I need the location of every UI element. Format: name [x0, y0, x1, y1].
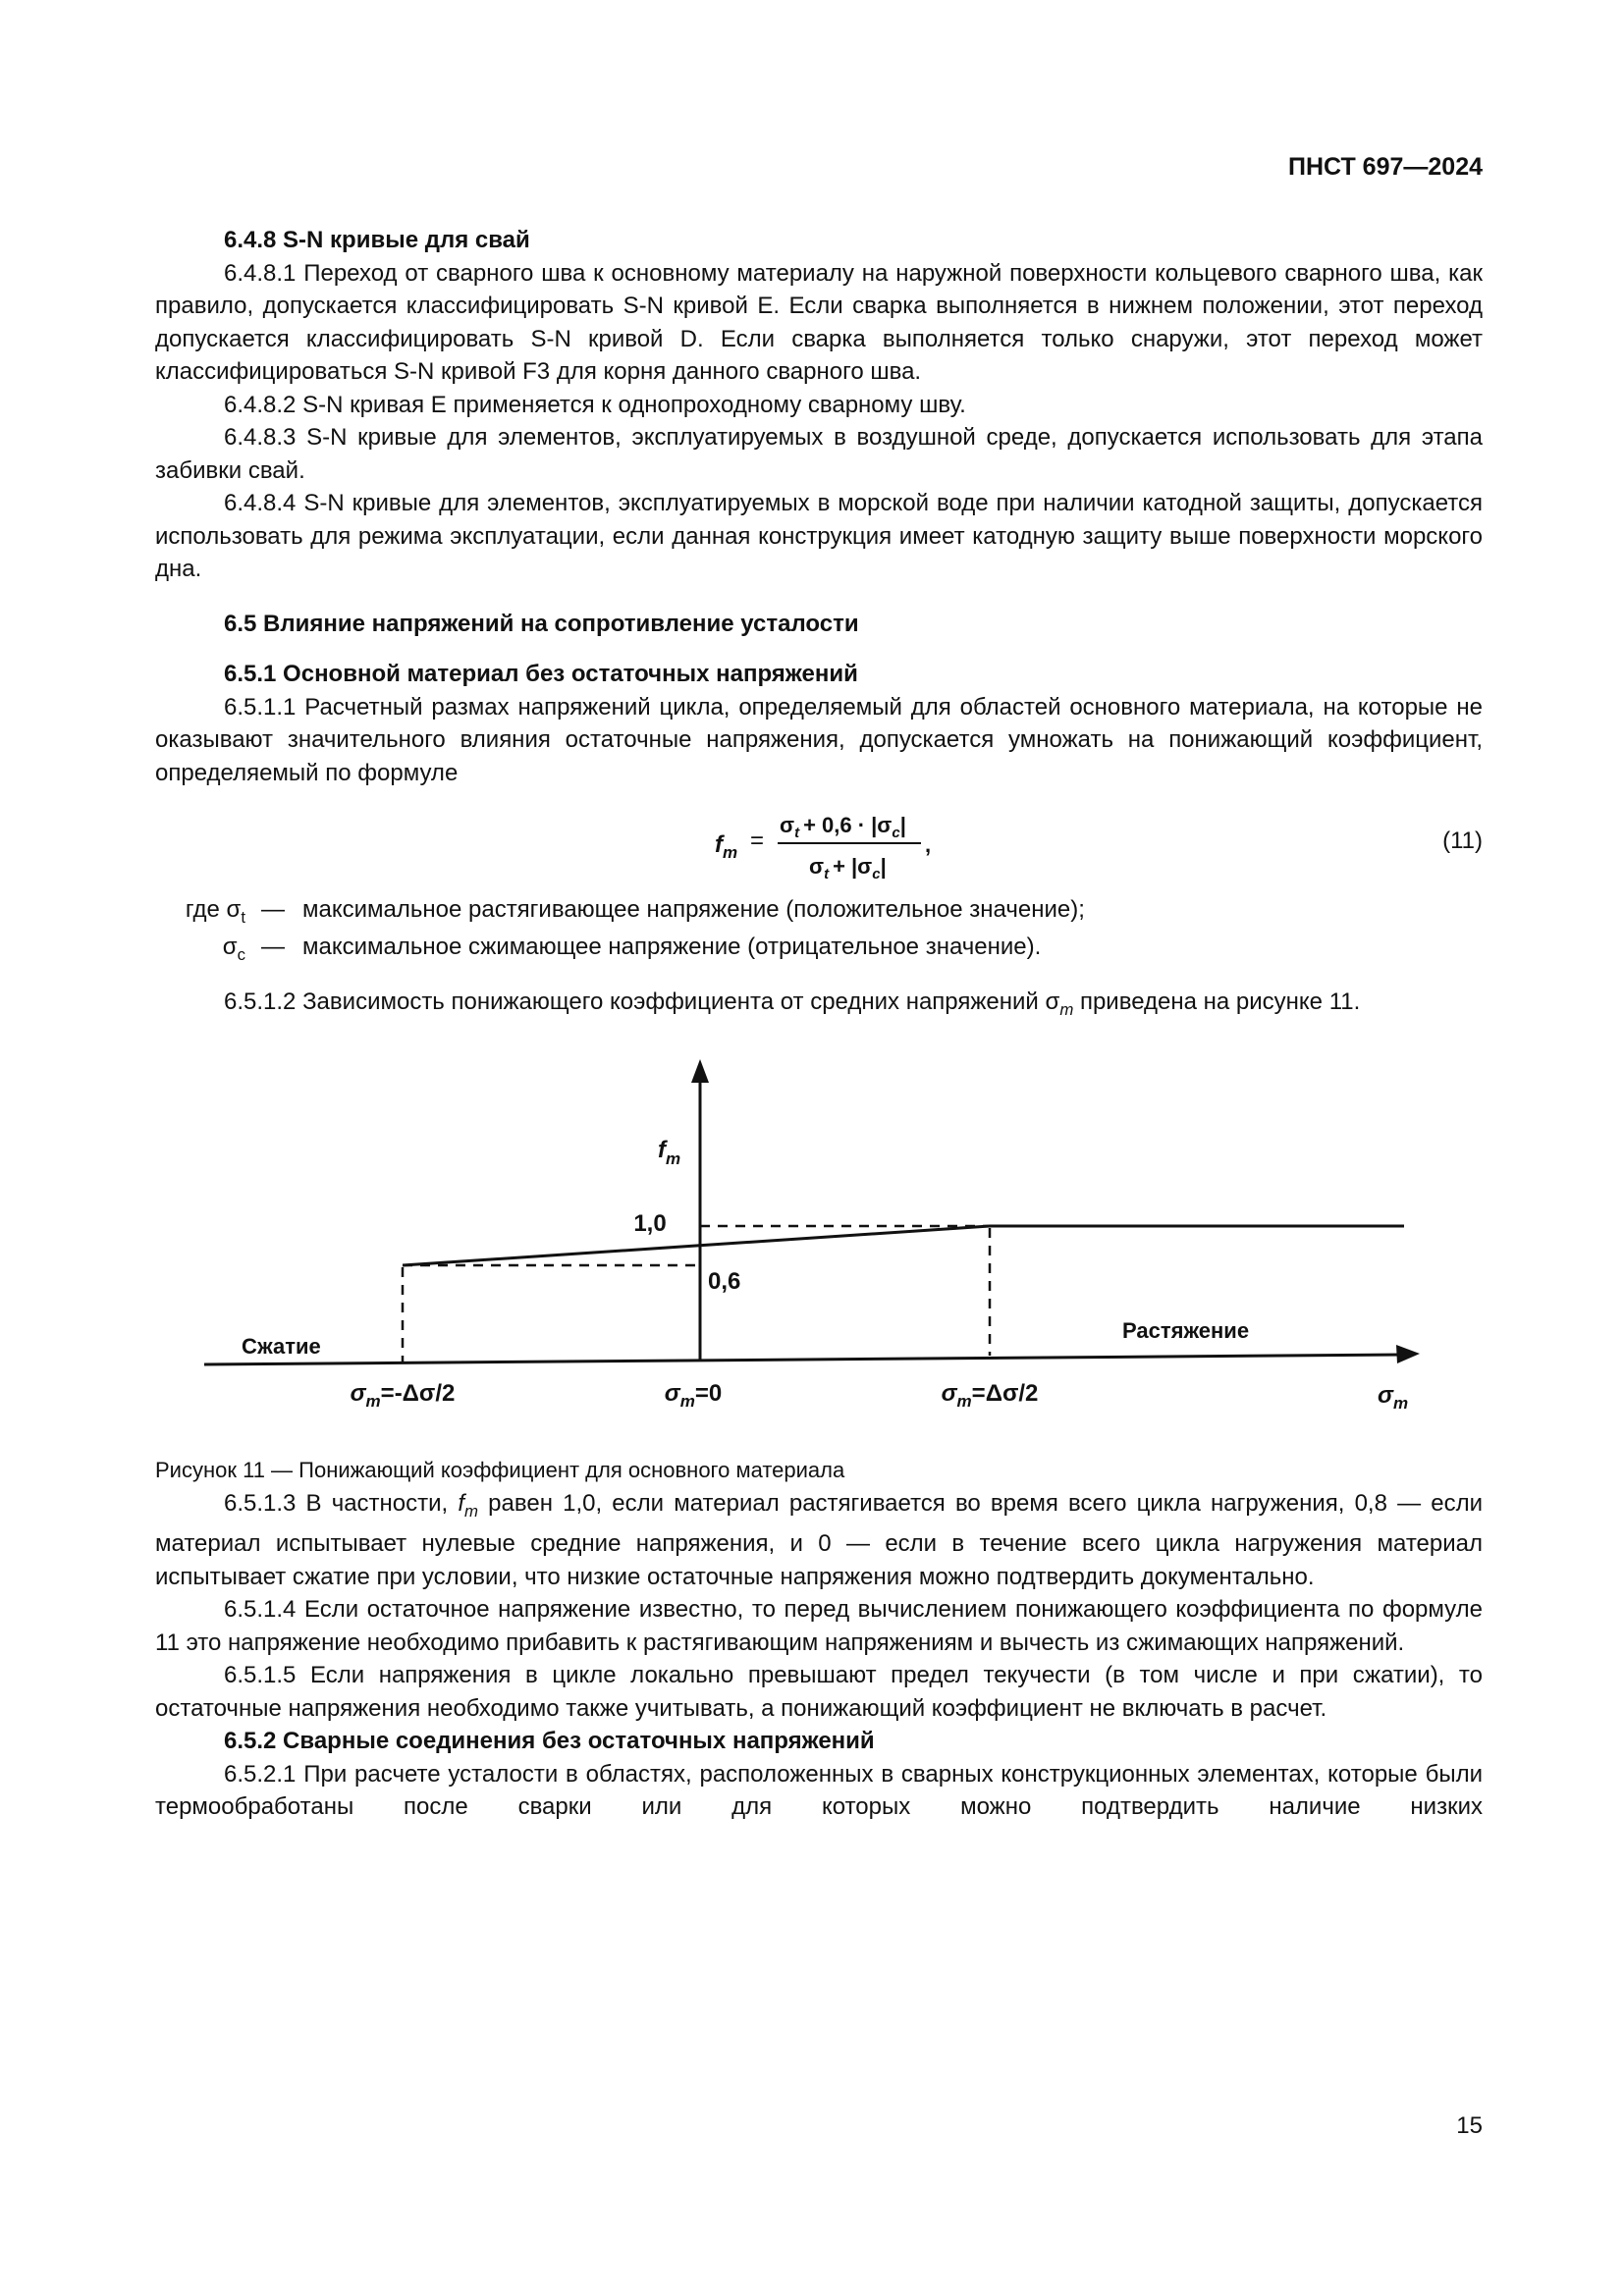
- paragraph-6-5-1-4: 6.5.1.4 Если остаточное напряжение известно, то перед вычислением понижающего коэффициента по формуле 11 это напряжение необходимо прибавить к растягивающим напряжениям и вычесть из сжимающих напряжений.: [155, 1596, 1483, 1656]
- page-content: [155, 224, 1483, 1824]
- legend-item-sigma-t: где $\sigma_t$ — максимальное растягивающее напряжение (положительное значение);: [185, 896, 1085, 927]
- formula-legend: [155, 891, 1483, 968]
- x-mark-zero: $\sigma_m=0$: [664, 1380, 723, 1412]
- x-mark-minus-half-range: $\sigma_m=-\Delta\sigma/2$: [350, 1380, 456, 1412]
- paragraph-6-4-8-1: 6.4.8.1 Переход от сварного шва к основному материалу на наружной поверхности кольцевого сварного шва, как правило, допускается классифицировать S-N кривой E. Если сварка выполняется в нижнем положении, этот переход допускается классифицировать S-N кривой D. Если сварка выполняется только снаружи, этот переход может классифицироваться S-N кривой F3 для корня данного сварного шва.: [155, 259, 1483, 385]
- x-axis: [204, 1355, 1402, 1364]
- formula-fm: [715, 797, 950, 885]
- formula-lhs: $f_m$: [715, 831, 738, 862]
- page-number: 15: [1456, 2112, 1483, 2139]
- paragraph-6-4-8-3: 6.4.8.3 S-N кривые для элементов, эксплуатируемых в воздушной среде, допускается использовать для этапа забивки свай.: [155, 424, 1483, 484]
- formula-denominator: $\sigma_t + |\sigma_c|$: [809, 854, 887, 882]
- figure-11: [155, 1051, 1483, 1454]
- document-code: ПНСТ 697—2024: [1288, 153, 1483, 181]
- y-tick-0-6: 0,6: [708, 1268, 741, 1296]
- x-mark-plus-half-range: $\sigma_m=\Delta\sigma/2$: [941, 1380, 1039, 1412]
- section-6-5-2-title: 6.5.2 Сварные соединения без остаточных напряжений: [224, 1728, 875, 1755]
- formula-trailing-comma: ,: [925, 832, 932, 857]
- paragraph-6-5-2-1: 6.5.2.1 При расчете усталости в областях, расположенных в сварных конструкционных элементах, которые были термообработаны после сварки или для которых можно подтвердить наличие низких: [155, 1760, 1483, 1821]
- y-tick-1-0: 1,0: [633, 1210, 667, 1238]
- paragraph-6-5-1-5: 6.5.1.5 Если напряжения в цикле локально превышают предел текучести (в том числе и при сжатии), то остаточные напряжения необходимо также учитывать, а понижающий коэффициент не включать в расчет.: [155, 1662, 1483, 1722]
- svg-text:=: =: [750, 828, 765, 854]
- formula-number: (11): [1442, 828, 1483, 854]
- paragraph-6-5-1-2: 6.5.1.2 Зависимость понижающего коэффициента от средних напряжений $\sigma_m$ приведена на рисунке 11.: [224, 988, 1361, 1019]
- paragraph-6-5-1-1: 6.5.1.1 Расчетный размах напряжений цикла, определяемый для областей основного материала, на которые не оказывают значительного влияния остаточные напряжения, допускается умножать на понижающий коэффициент, определяемый по формуле: [155, 693, 1483, 786]
- paragraph-6-5-1-3: 6.5.1.3 В частности, $f_m$ равен 1,0, если материал растягивается во время всего цикла нагружения, 0,8 — если материал испытывает нулевые средние напряжения, и 0 — если в течение всего цикла нагружения материал испытывает сжатие при условии, что низкие остаточные напряжения можно подтвердить документально.: [155, 1489, 1483, 1590]
- y-axis-arrow: [691, 1059, 709, 1083]
- figure-11-caption: Рисунок 11 — Понижающий коэффициент для основного материала: [155, 1458, 845, 1483]
- label-tension: Растяжение: [1122, 1318, 1250, 1344]
- paragraph-6-4-8-2: 6.4.8.2 S-N кривая E применяется к однопроходному сварному шву.: [224, 391, 966, 418]
- y-axis-label: $f_m$: [658, 1137, 681, 1169]
- x-axis-arrow: [1396, 1345, 1420, 1363]
- section-6-5-1-title: 6.5.1 Основной материал без остаточных напряжений: [224, 661, 858, 687]
- section-6-5-title: 6.5 Влияние напряжений на сопротивление усталости: [224, 610, 859, 637]
- x-axis-label: $\sigma_m$: [1378, 1382, 1409, 1414]
- fm-ramp-line: [403, 1226, 990, 1265]
- section-6-4-8-title: 6.4.8 S-N кривые для свай: [224, 227, 530, 253]
- label-compression: Сжатие: [242, 1334, 321, 1360]
- formula-11: [155, 797, 1483, 885]
- figure-11-diagram: [155, 1051, 1483, 1454]
- paragraph-6-4-8-4: 6.4.8.4 S-N кривые для элементов, эксплуатируемых в морской воде при наличии катодной защиты, допускается использовать для режима эксплуатации, если данная конструкция имеет катодную защиту выше поверхности морского дна.: [155, 490, 1483, 582]
- formula-numerator: $\sigma_t + 0,6 \cdot |\sigma_c|$: [780, 813, 906, 841]
- legend-item-sigma-c: $\sigma_c$ — максимальное сжимающее напряжение (отрицательное значение).: [222, 934, 1042, 964]
